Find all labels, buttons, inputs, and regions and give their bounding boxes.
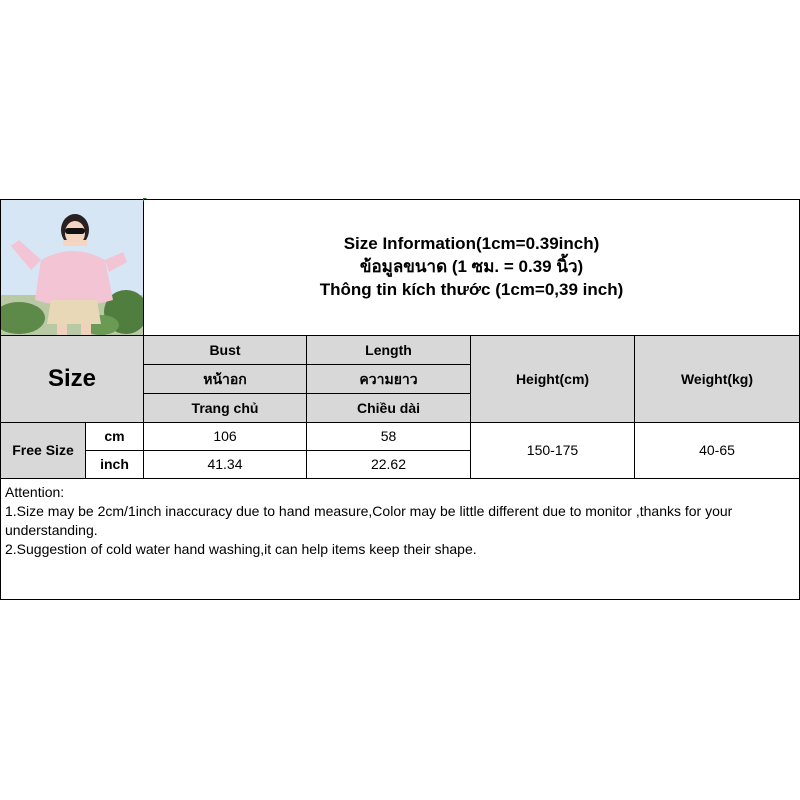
length-cm-value: 58 bbox=[307, 423, 471, 451]
free-size-label: Free Size bbox=[0, 423, 86, 479]
length-header-thai: ความยาว bbox=[307, 365, 471, 394]
size-chart bbox=[0, 199, 800, 600]
size-header: Size bbox=[0, 336, 144, 423]
height-value: 150-175 bbox=[471, 423, 635, 479]
bust-header-thai: หน้าอก bbox=[144, 365, 307, 394]
attention-notes bbox=[0, 479, 800, 600]
attention-note-2: 2.Suggestion of cold water hand washing,it can help items keep their shape. bbox=[5, 541, 477, 557]
size-information-title bbox=[144, 199, 800, 336]
bust-header-vietnamese: Trang chủ bbox=[144, 394, 307, 423]
attention-note-1: 1.Size may be 2cm/1inch inaccuracy due to hand measure,Color may be little different due to monitor ,thanks for your understanding. bbox=[5, 503, 733, 538]
length-header-vietnamese: Chiều dài bbox=[307, 394, 471, 423]
length-inch-value: 22.62 bbox=[307, 451, 471, 479]
length-header-english: Length bbox=[307, 336, 471, 365]
height-header: Height(cm) bbox=[471, 336, 635, 423]
bust-cm-value: 106 bbox=[144, 423, 307, 451]
unit-inch-label: inch bbox=[86, 451, 144, 479]
product-photo bbox=[0, 199, 144, 336]
attention-heading: Attention: bbox=[5, 484, 65, 500]
product-photo-image bbox=[1, 200, 144, 336]
weight-value: 40-65 bbox=[635, 423, 800, 479]
title-line-thai: ข้อมูลขนาด (1 ซม. = 0.39 นิ้ว) bbox=[359, 257, 584, 277]
unit-cm-label: cm bbox=[86, 423, 144, 451]
title-line-english: Size Information(1cm=0.39inch) bbox=[343, 234, 600, 254]
bust-header-english: Bust bbox=[144, 336, 307, 365]
weight-header: Weight(kg) bbox=[635, 336, 800, 423]
bust-inch-value: 41.34 bbox=[144, 451, 307, 479]
title-line-vietnamese: Thông tin kích thước (1cm=0,39 inch) bbox=[319, 279, 624, 299]
